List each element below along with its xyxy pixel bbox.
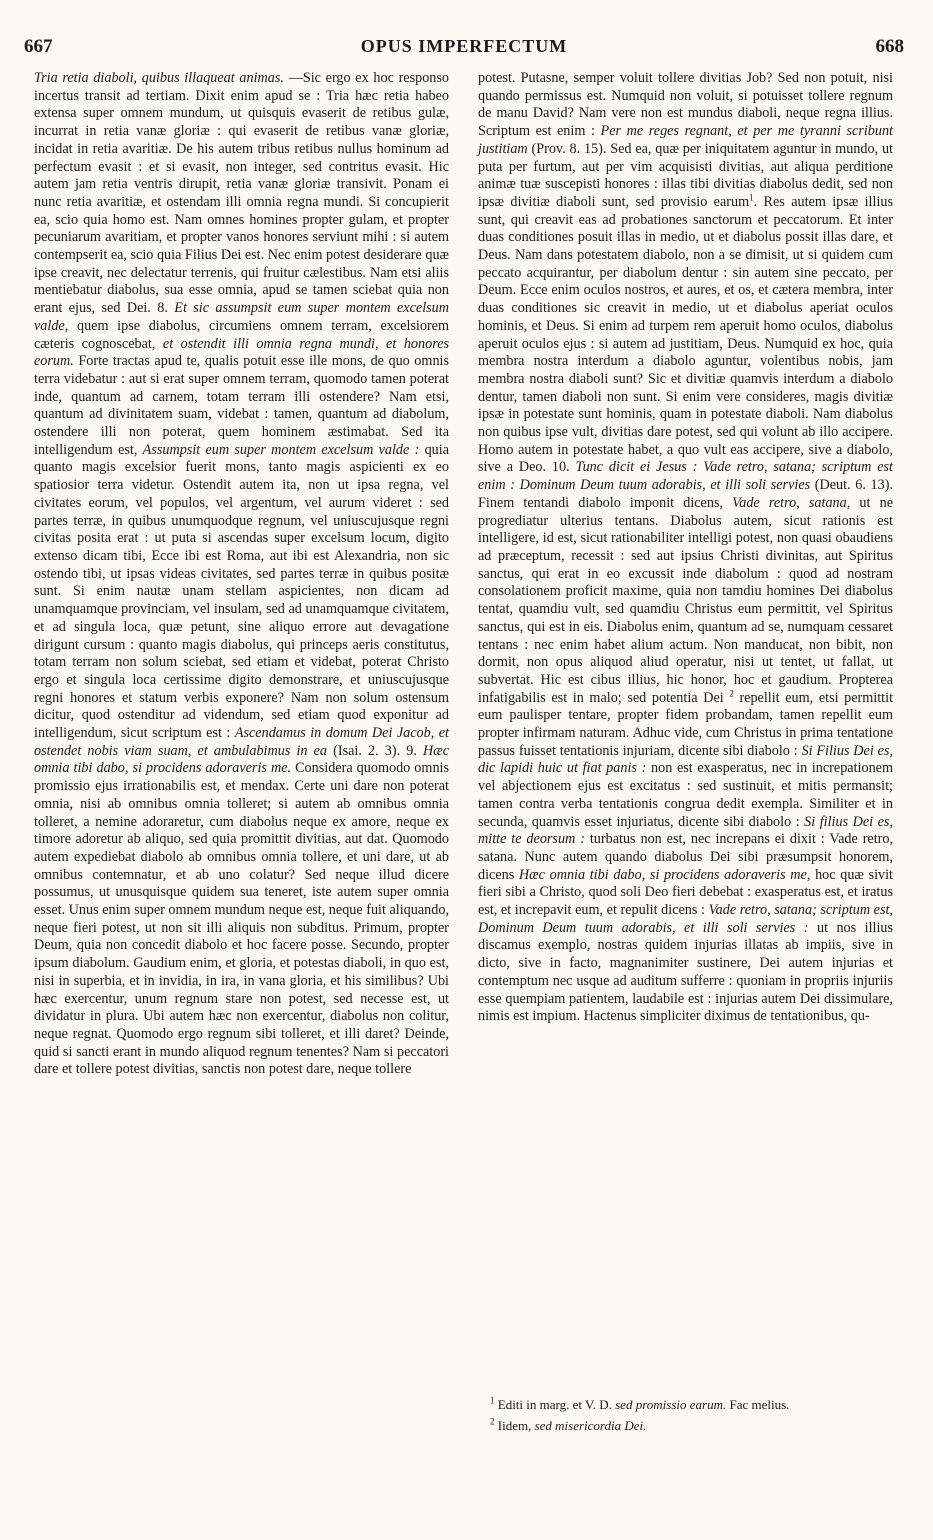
text-run: quia quanto magis excelsior fuerit mons, tanto magis aspicienti ex eo spatiosior terra videtur. Ostendit autem ita, non ut ipsa regna, vel civitates eorum, vel populos, vel argentum, vel aurum videret : sed partes terræ, in quibus unumquodque regnum, vel uniuscujusque regni civitas posita erat : ut puta si ascendas super excelsum locum, digito extenso dicam tibi, Ecce ibi est Roma, aut ibi est Alexandria, non sic ostendo tibi, ut ipsas videas civitates, sed partes terræ in quibus positæ sunt. Si enim nautæ unam stellam aspicientes, non dicam ad unamquamque provinciam, vel insulam, sed ad unamquamque civitatem, et ad singula loca, quæ petunt, sine aliquo errore aut devagatione dirigunt cursum : quanto magis diabolus, qui princeps aeris constitutus, totam terram non solum sciebat, sed etiam et videbat, poterat Christo ergo et singula loca certissime digito demonstrare, et uniuscujusque regni honores et statum verbis exponere? Nam non solum ostensum dicitur, quod ostenditur ad videndum, sed etiam quod exponitur ad intelligendum, sicut scriptum est : [34, 441, 449, 742]
right-paragraph [478, 70, 893, 1026]
right-column [478, 70, 893, 1026]
text-run: Forte tractas apud te, qualis potuit esse ille mons, de quo omnis terra videbatur : aut si erat super omnem terram, quomodo tamen poterat inde, quantum ad carnem, totam terram illi ostendere? Nam etsi, quantum ad divinitatem suam, videbat : tamen, quantum ad diabolum, ostendere illi non poterat, quem hominem æstimabat. Sed ita intelligendum est, [34, 353, 449, 458]
scripture-quote: et ostendit illi omnia regna mundi, et honores eorum. [34, 335, 450, 370]
footnote-text: Iidem, [497, 1418, 532, 1433]
footnote-marker[interactable]: 1 [749, 192, 754, 203]
scripture-reference: (Isai. 2. 3). 9. [333, 742, 417, 759]
text-run: potest. Putasne, semper voluit tollere divitias Job? Sed non potuit, nisi quando permissus est. Numquid non voluit, si potuisset tollere regnum de manu David? Nam vere non est mundus diaboli, neque regna illius. Scriptum est enim : [478, 70, 893, 140]
footnote-text: Editi in marg. et V. D. [497, 1397, 612, 1412]
scripture-quote: Et sic assumpsit eum super montem excelsum valde, [34, 300, 450, 334]
running-title: OPUS IMPERFECTUM [360, 36, 568, 56]
left-paragraph [34, 70, 449, 1079]
text-run: Finem tentandi diabolo imponit dicens, [478, 494, 724, 511]
scripture-quote: Vade retro, satana; scriptum est, Dominum Deum tuum adorabis, et illi soli servies : [478, 902, 893, 936]
scripture-quote: Assumpsit eum super montem excelsum valde : [142, 441, 420, 458]
footnote-number: 1 [490, 1395, 495, 1406]
scripture-quote: Si Filius Dei es, dic lapidi huic ut fiat panis : [478, 742, 893, 777]
text-run: Considera quomodo omnis promissio ejus irrationabilis est, et mendax. Certe uni dare non poterat omnia, nisi ab omnibus omnia tolleret; si autem ab omnibus omnia tolleret, a nemine adoraretur, cum diabolus neque ex amore, neque ex timore adoretur ab aliquo, sed quia promittit divitias, aut dat. Quomodo autem expediebat diabolo ab omnibus omnia tollere, et uni dare, ut ab omnibus contemnatur, et ab uno colatur? Sed neque illud dicere possumus, ut unusquisque quidem sua teneret, iste autem super omnia esset. Unus enim super omnem mundum neque est, neque fuit aliquando, neque fieri potest, ut non sit illi aliquis non subditus. Primum, propter Deum, quia non concedit diabolo et hoc facere posse. Secundo, propter ipsum diabolum. Gaudium enim, et gloria, et potestas diaboli, in quo est, nisi in superbia, et in invidia, in ira, in vana gloria, et his similibus? Ubi hæc exercentur, unum regnum stare non potest, sed necesse est, ut dividatur in plura. Ubi autem hæc non exercentur, diabolus non colitur, neque regnat. Quomodo ergo regnum sibi tolleret, et illi daret? Deinde, quid si sancti erant in mundo aliquod regnum tenentes? Nam si peccatori dare et tollere potest divitias, sanctis non potest dare, neque tollere [34, 760, 449, 1078]
scripture-quote: Tunc dicit ei Jesus : Vade retro, satana; scriptum est enim : Dominum Deum tuum adorabis, et illi soli servies [478, 459, 893, 494]
page-header [24, 36, 904, 62]
text-run: Sed ea, quæ per iniquitatem aguntur in mundo, ut puta per furtum, aut per vim acquisisti divitias, aut aliqua perditione animæ tuæ suscepisti honores : illas tibi divitias diabolus dedit, sed non ipsæ divitiæ diaboli sunt, sed provisio earum [478, 140, 893, 210]
scripture-quote: Hæc omnia tibi dabo, si procidens adoraveris me, [518, 866, 811, 883]
footnote-variant: sed promissio earum. [615, 1397, 727, 1412]
text-run: quem ipse diabolus, circumiens omnem terram, excelsiorem cæteris cognoscebat, [34, 317, 449, 352]
scripture-quote: Hæc omnia tibi dabo, si procidens adoraveris me. [34, 742, 450, 777]
footnote-number: 2 [490, 1416, 495, 1427]
left-column [34, 70, 449, 1079]
text-run: ut nos illius discamus exemplo, nostras quidem injurias illatas ab impiis, sive in dicto, sive in facto, magnanimiter sustinere, Dei autem injurias et contemptum nec usque ad auditum sufferre : quoniam in propriis injuriis esse quempiam patientem, laudabile est : injurias autem Dei dissimulare, nimis est impium. Hactenus simpliciter diximus de tentationibus, qu- [478, 919, 894, 1025]
text-run: turbatus non est, nec increpans ei dixit : Vade retro, satana. Nunc autem quando diabolus Dei sibi præsumpsit honorem, dicens [478, 831, 894, 883]
page-number-left: 667 [24, 36, 53, 57]
scripture-quote: Per me reges regnant, et per me tyranni scribunt justitiam [478, 123, 893, 157]
scripture-quote: Si filius Dei es, mitte te deorsum : [478, 813, 893, 848]
footnote-marker[interactable]: 2 [729, 687, 734, 698]
footnote-text: Fac melius. [729, 1397, 790, 1412]
footnote-1 [478, 1396, 893, 1413]
scripture-quote: Ascendamus in domum Dei Jacob, et ostendet nobis viam suam, et ambulabimus in ea [34, 725, 449, 759]
scripture-quote: Vade retro, satana, [732, 494, 851, 511]
scripture-reference: (Deut. 6. 13). [814, 477, 894, 494]
scripture-reference: (Prov. 8. 15). [531, 140, 607, 157]
footnote-2 [478, 1417, 893, 1434]
page-number-right: 668 [875, 36, 904, 57]
section-heading: Tria retia diaboli, quibus illaqueat animas. [34, 70, 284, 86]
text-run: —Sic ergo ex hoc responso incertus transit ad tertiam. Dixit enim apud se : Tria hæc retia habeo extensa super omnem mundum, ut quisquis evaserit de retibus gulæ, incurrat in retia vanæ gloriæ : qui evaserit de retibus vanæ gloriæ, incidat in retia avaritiæ. De his autem tribus retibus nullus hominum ad perfectum evasit : et si evasit, non integer, sed contritus evasit. Hic autem jam retia ventris dirupit, retia vanæ gloriæ transivit. Ponam ei nunc retia avaritiæ, et ostendam illi omnia regna mundi. Si concupierit ea, scio quia homo est. Nam omnes homines propter gulam, et propter pecuniarum avaritiam, et propter vanos honores serviunt mihi : si autem contempserit ea, scio quia Filius Dei est. Nec enim potest desiderare quæ ipse creavit, nec delectatur terrenis, qui fruitur cælestibus. Nam etsi aliis mentiebatur diabolus, sua esse omnia, apud se tamen sciebat quia non erant ejus, sed Dei. 8. [34, 70, 450, 317]
text-run: . Res autem ipsæ illius sunt, qui creavit eas ad probationes sanctorum et peccatorum. Et inter duas conditiones posuit illas in medio, ut et diabolus possit illas dare, et Deus. Nam dans potestatem diabolo, non a se dimisit, ut si quidem cum peccato acquirantur, per diabolum dentur : sin autem sine peccato, per Deum. Ecce enim oculos nostros, et aures, et os, et cætera membra, inter duas conditiones sic creavit in medio, ut et diabolus aperiat oculos hominis, et Deus. Si enim ad turpem rem aperuit homo oculos, diabolus aperuit oculos ejus : si autem ad justitiam, Deus. Numquid ex hoc, quia membra nostra interdum a diabolo aguntur, volentibus nobis, jam membra nostra diaboli sunt? Sic et divitiæ quamvis interdum a diabolo dentur, tamen diaboli non sunt. Si enim vere consideres, magis divitiæ ipsæ in potestate sunt hominis, quam in potestate diaboli. Nam diabolus non quibus ipse vult, divitias dare potest, sed qui volunt ab illo accipere. Homo autem in potestate habet, a quo vult eas accipere, sive a diabolo, sive a Deo. 10. [478, 193, 893, 476]
text-run: non est exasperatus, nec in increpationem vel abjectionem ejus est excitatus : sed sustinuit, et mitis permansit; tamen contra verba tentationis congrua dedit exempla. Similiter et in secunda, quamvis esset injuriatus, dicente sibi diabolo : [478, 760, 893, 830]
footnote-variant: sed misericordia Dei. [534, 1418, 647, 1433]
footnotes [478, 1396, 893, 1438]
text-run: ut ne progrediatur ulterius tentans. Diabolus autem, sicut rationis est intelligere, id est, sicut rationabiliter intelligi potest, non quasi obaudiens ad præceptum, recessit : sed aut ipsius Christi divinitas, aut Spiritus sanctus, qui erat in eo excussit inde diabolum : quod ad nostram consolationem proficit maxime, quia non tamdiu homines Dei diabolus tentat, quamdiu vult, sed quamdiu Christus eum permittit, vel Spiritus sanctus, qui est in eis. Diabolus enim, quantum ad se, numquam cessaret tentans : nec enim habet alium actum. Non manducat, non bibit, non dormit, non opus aliquod aliud operatur, nisi ut tentet, ut fallat, ut subvertat. Hic est cibus illius, hic honor, hoc et gaudium. Propterea infatigabilis est in malo; sed potentia Dei [478, 494, 893, 706]
text-run: repellit eum, etsi permittit eum paulisper tentare, propter fidem probandam, tamen repellit eum propter infirmam naturam. Adhuc vide, cum Christus in prima tentatione passus fuisset tentationis injuriam, dicente sibi diabolo : [478, 689, 894, 759]
text-run: hoc quæ sivit fieri sibi a Christo, quod soli Deo fieri debebat : exasperatus est, et iratus est, et increpavit eum, et repulit dicens : [478, 866, 893, 919]
